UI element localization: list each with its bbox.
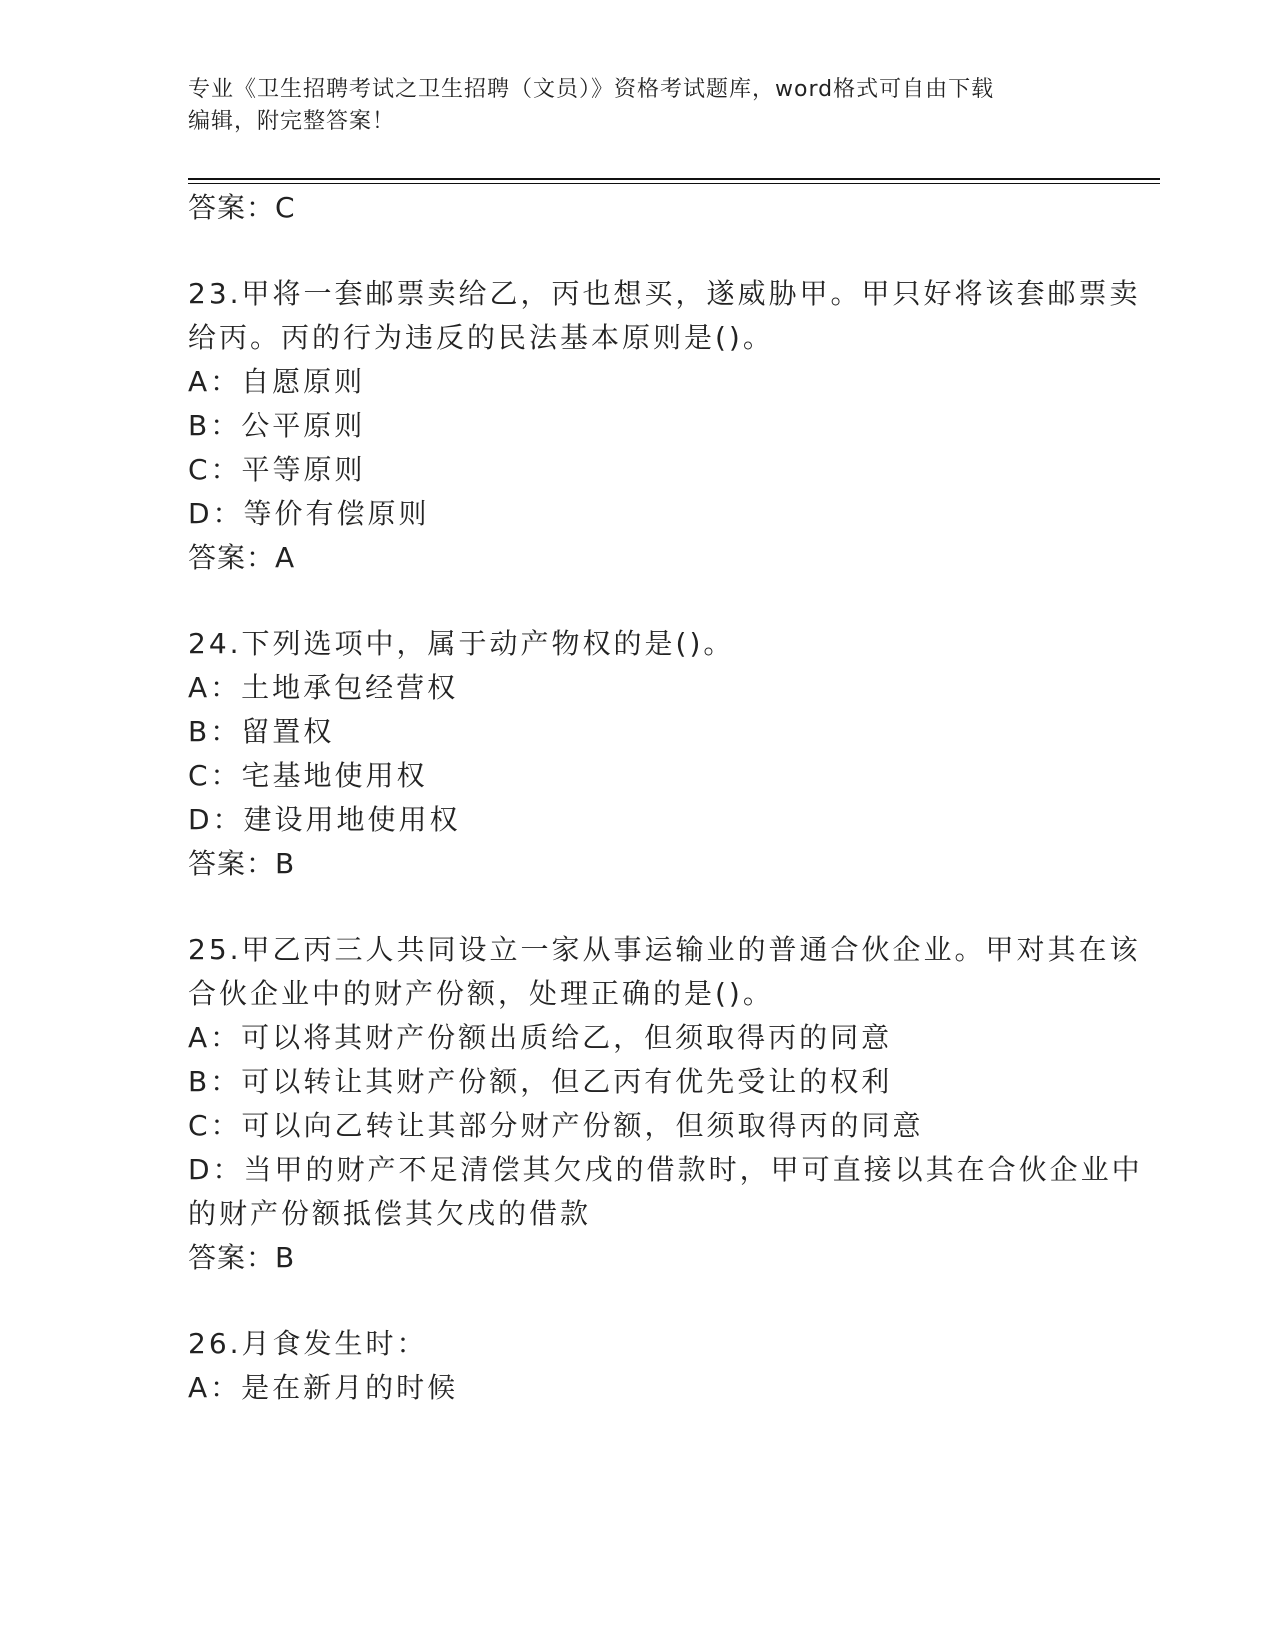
- question-25-stem-line-2: 合伙企业中的财产份额，处理正确的是()。: [188, 977, 774, 1010]
- question-25-option-d-line-1: D：当甲的财产不足清偿其欠戌的借款时，甲可直接以其在合伙企业中: [188, 1153, 1143, 1186]
- question-23-option-d: D：等价有偿原则: [188, 497, 430, 530]
- question-24-option-a: A：土地承包经营权: [188, 671, 459, 704]
- question-25-option-d-line-2: 的财产份额抵偿其欠戌的借款: [188, 1197, 592, 1230]
- question-23-answer: 答案：A: [188, 541, 296, 574]
- header-line-2: 编辑，附完整答案！: [188, 109, 396, 134]
- question-25-option-c: C：可以向乙转让其部分财产份额，但须取得丙的同意: [188, 1109, 924, 1142]
- question-23-stem-line-2: 给丙。丙的行为违反的民法基本原则是()。: [188, 321, 774, 354]
- document-header: [188, 74, 1068, 138]
- question-24-option-d: D：建设用地使用权: [188, 803, 461, 836]
- header-rule-thin: [188, 183, 1160, 184]
- question-25-answer: 答案：B: [188, 1241, 296, 1274]
- question-24-option-b: B：留置权: [188, 715, 335, 748]
- answer-previous: 答案：C: [188, 191, 296, 224]
- question-23-option-a: A：自愿原则: [188, 365, 366, 398]
- header-line-1: 专业《卫生招聘考试之卫生招聘（文员）》资格考试题库，word格式可自由下载: [188, 77, 995, 102]
- question-26-option-a: A：是在新月的时候: [188, 1371, 459, 1404]
- question-25-option-a: A：可以将其财产份额出质给乙，但须取得丙的同意: [188, 1021, 893, 1054]
- question-26-stem-line-1: 26.月食发生时：: [188, 1327, 428, 1360]
- question-25-stem-line-1: 25.甲乙丙三人共同设立一家从事运输业的普通合伙企业。甲对其在该: [188, 933, 1141, 966]
- question-23-stem-line-1: 23.甲将一套邮票卖给乙，丙也想买，遂威胁甲。甲只好将该套邮票卖: [188, 277, 1141, 310]
- question-24-stem-line-1: 24.下列选项中，属于动产物权的是()。: [188, 627, 735, 660]
- question-24-answer: 答案：B: [188, 847, 296, 880]
- question-25-option-b: B：可以转让其财产份额，但乙丙有优先受让的权利: [188, 1065, 893, 1098]
- question-23-option-c: C：平等原则: [188, 453, 366, 486]
- question-24-option-c: C：宅基地使用权: [188, 759, 428, 792]
- header-rule-thick: [188, 178, 1160, 180]
- question-23-option-b: B：公平原则: [188, 409, 366, 442]
